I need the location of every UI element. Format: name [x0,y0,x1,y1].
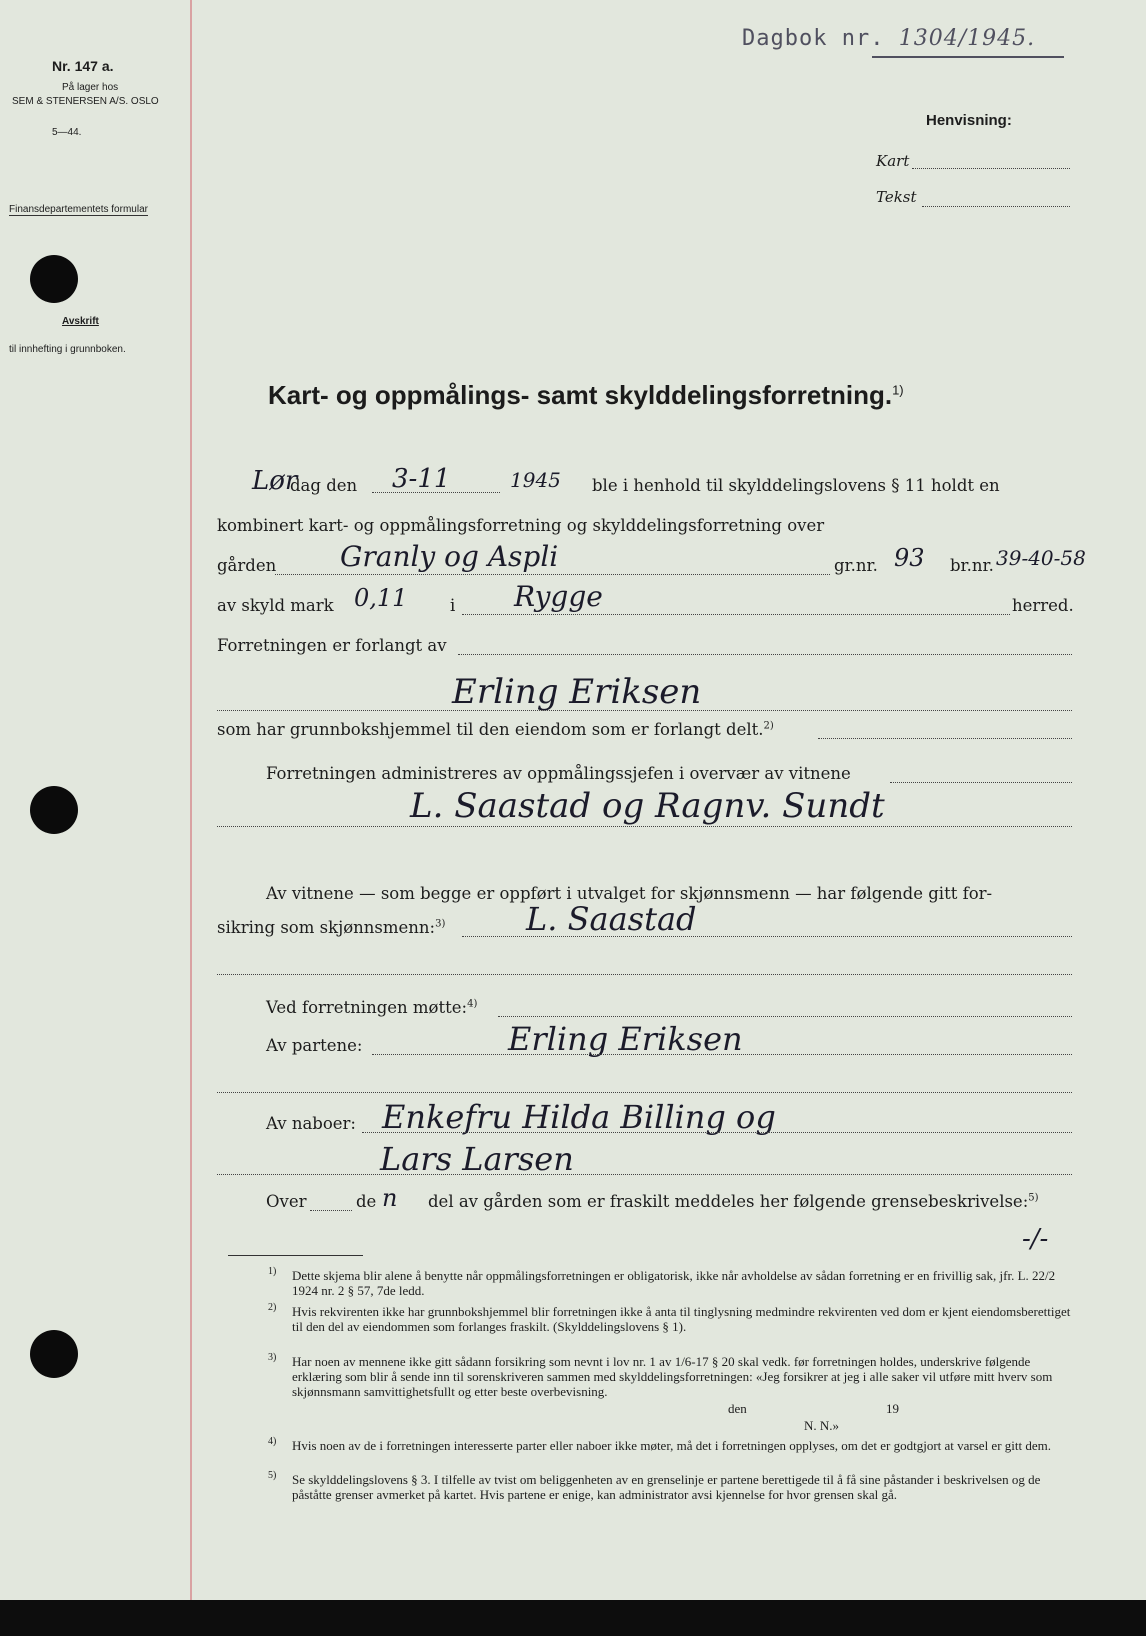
form-title-text: Kart- og oppmålings- samt skylddelingsforretning. [268,380,893,410]
assessor-note: 3) [435,918,446,930]
journal-stamp-label: Dagbok nr. [742,26,885,51]
grnr-label: gr.nr. [834,556,878,575]
footnote-2-num: 2) [268,1302,277,1313]
journal-stamp [742,26,1035,51]
hw-brnr: 39-40-58 [996,546,1086,570]
herred-label: herred. [1012,596,1074,615]
punch-hole-middle [30,786,78,834]
margin-rule [190,0,192,1600]
form-owner: Finansdepartementets formular [9,204,148,215]
form-title-note: 1) [892,382,904,398]
line1-text: ble i henhold til skylddelingslovens § 11 holdt en [592,476,1000,495]
skyld-label: av skyld mark [217,596,334,615]
ownership-note: 2) [763,720,774,732]
map-label: Kart [876,152,910,170]
footnote-1-num: 1) [268,1266,277,1277]
over-label: Over [266,1192,307,1211]
scan-border [0,1600,1146,1636]
attendance-label-text: Ved forretningen møtte: [266,998,468,1017]
parties-dotted-line [372,1054,1072,1055]
map-dotted-line [912,168,1070,169]
brnr-label: br.nr. [950,556,994,575]
form-number: Nr. 147 a. [52,58,114,74]
hw-part: n [382,1184,398,1212]
requester-dotted-line [217,710,1072,711]
hw-year: 1945 [510,468,561,492]
footnote-3-num: 3) [268,1352,277,1363]
footnote-5: Se skylddelingslovens § 3. I tilfelle av tvist om beliggenheten av en grenselinje er partene berettigede til å få sine påstander i beskrivelsen og de påståtte grenser avmerket på kartet. Hvis partene er enige, kan administrator avsi kjennelse for hvor grensen skal gå. [292,1472,1041,1502]
punch-hole-bottom [30,1330,78,1378]
publisher-line-1: På lager hos [62,82,119,93]
neighbors-label: Av naboer: [266,1114,356,1133]
farm-label: gården [217,556,277,575]
hw-skyld-mark: 0,11 [354,584,408,612]
hw-end-mark: -/- [1022,1224,1049,1254]
footnote-5-num: 5) [268,1470,277,1481]
reference-heading: Henvisning: [926,112,1012,129]
boundary-text [428,1192,1039,1211]
in-label: i [450,596,456,615]
hw-parties: Erling Eriksen [508,1020,743,1058]
hw-grnr: 93 [894,544,925,572]
footnote-3-den: den [728,1401,747,1416]
parties-label: Av partene: [266,1036,363,1055]
form-edition: 5—44. [52,127,82,138]
copy-note: til innhefting i grunnboken. [9,344,126,355]
hw-assessor: L. Saastad [526,900,697,938]
publisher-line-2: SEM & STENERSEN A/S. OSLO [12,96,159,107]
de-label: de [356,1192,377,1211]
neighbors-dotted-line-2 [217,1174,1072,1175]
form-title [268,380,904,411]
farm-dotted-line [275,574,830,575]
witnesses-dotted-line [217,826,1072,827]
hw-weekday: Lør [252,466,298,496]
hw-date: 3-11 [392,464,451,494]
neighbors-dotted-line [362,1132,1072,1133]
herred-dotted-line [462,614,1010,615]
hw-neighbors-line2: Lars Larsen [380,1140,574,1178]
over-dotted-line [310,1210,352,1211]
hw-requester: Erling Eriksen [452,672,702,712]
line2-text: kombinert kart- og oppmålingsforretning og skylddelingsforretning over [217,516,825,535]
assessor-dotted-line [462,936,1072,937]
footnote-4: Hvis noen av de i forretningen interesserte parter eller naboer ikke møter, må det i forretningen opplyses, om det er godtgjort at varsel er gitt dem. [292,1438,1052,1453]
copy-title: Avskrift [62,316,99,327]
stamp-underline [872,56,1064,58]
text-dotted-line [922,206,1070,207]
parties-dotted-line-2 [217,1092,1072,1093]
assessor-dotted-line-2 [217,974,1072,975]
assessor-text-b [217,918,445,937]
assessor-text-b-body: sikring som skjønnsmenn: [217,918,436,937]
assessor-text-a: Av vitnene — som begge er oppført i utvalget for skjønnsmenn — har følgende gitt for- [266,884,993,903]
day-label: dag den [290,476,358,495]
boundary-text-body: del av gården som er fraskilt meddeles her følgende grensebeskrivelse: [428,1192,1029,1211]
footnote-1: Dette skjema blir alene å benytte når oppmålingsforretningen er obligatorisk, ikke når avholdelse av sådan forretning er en frivillig sak, jfr. L. 22/2 1924 nr. 2 § 57, 7de ledd. [292,1268,1056,1298]
attendance-dotted-line [498,1016,1072,1017]
hw-neighbors-line1: Enkefru Hilda Billing og [382,1098,776,1136]
attendance-label [266,998,477,1017]
requested-by-dotted-line [458,654,1072,655]
attendance-note: 4) [467,998,478,1010]
footnote-3: Har noen av mennene ikke gitt sådann forsikring som nevnt i lov nr. 1 av 1/6-17 § 20 skal vedk. før forretningen holdes, underskrive følgende erklæring som blir å sende inn til sorenskriveren sammen med skylddelingsforretningen: «Jeg forsikrer at jeg i alle saker vil utføre mitt hverv som skjønnsmann samvittighetsfullt og etter beste overbevisning. [292,1354,1053,1399]
ownership-text [217,720,774,739]
administered-text: Forretningen administreres av oppmålingssjefen i overvær av vitnene [266,764,851,783]
ownership-text-body: som har grunnbokshjemmel til den eiendom som er forlangt delt. [217,720,764,739]
text-label: Tekst [876,188,917,206]
footnote-3-sign: N. N.» [804,1418,840,1433]
footnote-3-year: 19 [886,1401,899,1416]
hw-witnesses: L. Saastad og Ragnv. Sundt [410,786,885,826]
footnote-rule [228,1255,363,1256]
date-dotted-line [372,492,500,493]
footnote-4-num: 4) [268,1436,277,1447]
punch-hole-top [30,255,78,303]
boundary-note: 5) [1028,1192,1039,1204]
ownership-dotted-line [818,738,1072,739]
requested-by-label: Forretningen er forlangt av [217,636,447,655]
administered-dotted-line [890,782,1072,783]
footnote-2: Hvis rekvirenten ikke har grunnbokshjemmel blir forretningen ikke å anta til tinglysning medmindre rekvirenten ved dom er kjent eiendomsberettiget til den del av eiendommen som forlanges fraskilt. (Skylddelingslovens § 1). [292,1304,1071,1334]
hw-farm-name: Granly og Aspli [340,540,559,573]
hw-herred-name: Rygge [514,580,603,613]
journal-number: 1304/1945. [898,26,1036,51]
